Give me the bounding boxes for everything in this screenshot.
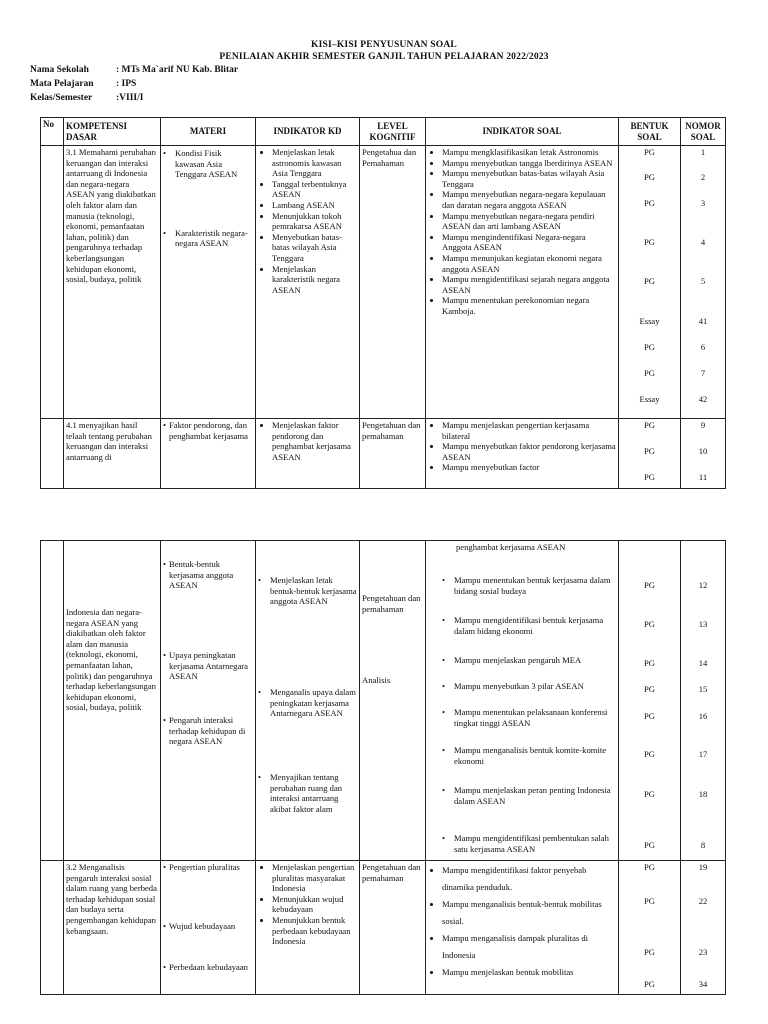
bentuk-value: PG [644, 896, 655, 906]
bentuk-value: PG [644, 658, 655, 668]
bentuk-value: PG [644, 840, 655, 850]
list-item: • Tanggal terbentuknya ASEAN [272, 179, 357, 200]
list-item: • Mampu mengklasifikasikan letak Astronomis [442, 147, 616, 158]
bentuk-value: PG [644, 947, 655, 957]
list-item: Wujud kebudayaan [169, 921, 236, 931]
list-item: Mampu mengidentifikasi bentuk kerjasama dalam bidang ekonomi [454, 615, 604, 636]
list-item: Mampu menyebutkan 3 pilar ASEAN [454, 681, 584, 691]
list-item: • Mampu menjelaskan pengertian kerjasama bilateral [442, 420, 616, 441]
grid-table-1 [40, 117, 726, 489]
nomor-value: 23 [698, 947, 708, 957]
nomor-value: 19 [698, 862, 708, 872]
bentuk-value: PG [644, 749, 655, 759]
bentuk-value: PG [644, 237, 655, 247]
soal-continued: penghambat kerjasama ASEAN [456, 542, 566, 552]
meta-class: Kelas/Semester :VIII/I [30, 93, 144, 103]
nomor-value: 7 [700, 368, 706, 378]
bentuk-value: PG [644, 619, 655, 629]
kd-text: Indonesia dan negara-negara ASEAN yang diakibatkan oleh faktor alam dan manusia (teknologi, ekonomi, pemanfaatan lahan, politik) dan pengaruhnya terhadap keberlangsungan kehidupan ekonomi, sosial, budaya, politik [66, 607, 156, 713]
no-cell [41, 146, 64, 419]
nomor-cell [681, 419, 726, 489]
indikator-kd-cell [256, 419, 360, 489]
bentuk-value: PG [644, 342, 655, 352]
indikator-soal-cell [426, 861, 619, 995]
kd-cell: 3.1 Memahami perubahan keruangan dan interaksi antarruang di Indonesia dan negara-negara ASEAN yang diakibatkan oleh faktor alam dan manusia (teknologi, ekonomi, pemanfaatan lahan, politik) dan pengaruhnya terhadap keberlangsungan kehidupan ekonomi, sosial, budaya, politik [64, 146, 161, 419]
table-row [41, 419, 726, 489]
list-item: • Mampu mengindentifikasi Negara-negara Anggota ASEAN [442, 232, 616, 253]
table-row [41, 541, 726, 861]
list-item: Mampu menjelaskan pengaruh MEA [454, 655, 582, 665]
nomor-value: 1 [700, 147, 706, 157]
nomor-value: 8 [700, 840, 706, 850]
bentuk-cell [619, 541, 681, 861]
col-materi: MATERI [161, 118, 256, 146]
meta-school: Nama Sekolah : MTs Ma`arif NU Kab. Blitar [30, 65, 239, 75]
grid-table-2 [40, 540, 726, 995]
kd-cell: 3.2 Menganalisis pengaruh interaksi sosial dalam ruang yang berbeda terhadap kehidupan sosial dan budaya serta pengembangan kehidupan kebangsaan. [64, 861, 161, 995]
list-item: Mampu mengidentifikasi pembentukan salah satu kerjasama ASEAN [454, 833, 609, 854]
no-cell [41, 541, 64, 861]
nomor-value: 42 [698, 394, 708, 404]
list-item: Menyajikan tentang perubahan ruang dan interaksi antarruang akibat faktor alam [270, 772, 343, 814]
nomor-value: 11 [698, 472, 708, 482]
indikator-soal-cell: penghambat kerjasama ASEAN • Mampu menentukan bentuk kerjasama dalam bidang sosial budaya • Mampu mengidentifikasi bentuk kerjasama dalam bidang ekonomi • Mampu menjelaskan pengaruh MEA • Mampu menyebutkan 3 pilar ASEAN • Mampu menentukan pelaksanaan konferensi tingkat tinggi ASEAN • Mampu menganalisis bentuk komite-komite ekonomi • Mampu menjelaskan peran penting Indonesia dalam ASEAN • Mampu mengidentifikasi pembentukan salah satu kerjasama ASEAN [426, 541, 619, 861]
indikator-soal-cell [426, 146, 619, 419]
materi-cell: • Kondisi Fisik kawasan Asia Tenggara ASEAN • Karakteristik negara-negara ASEAN [161, 146, 256, 419]
bentuk-value: PG [644, 198, 655, 208]
level-text: Pengetahuan dan pemahaman [362, 593, 421, 614]
bentuk-value: PG [644, 580, 655, 590]
nomor-cell [681, 861, 726, 995]
nomor-value: 9 [700, 420, 706, 430]
list-item: Menganalis upaya dalam peningkatan kerjasama Antarnegara ASEAN [270, 687, 356, 719]
nomor-value: 15 [698, 684, 708, 694]
list-item: Mampu menjelaskan peran penting Indonesia dalam ASEAN [454, 785, 611, 806]
list-item: Pengertian pluralitas [169, 862, 240, 872]
list-item: • Menunjukkan wujud kebudayaan [272, 894, 357, 915]
bentuk-value: PG [644, 979, 655, 989]
materi-cell: • Bentuk-bentuk kerjasama anggota ASEAN • Upaya peningkatan kerjasama Antarnegara ASEAN • Pengaruh interaksi terhadap kehidupan di negara ASEAN [161, 541, 256, 861]
level-text: Analisis [362, 675, 391, 685]
materi-cell: • Pengertian pluralitas • Wujud kebudayaan • Perbedaan kebudayaan [161, 861, 256, 995]
list-item: Perbedaan kebudayaan [169, 962, 248, 972]
bentuk-cell [619, 419, 681, 489]
level-cell: Pengetahua dan Pemahaman [360, 146, 426, 419]
col-nomor: NOMOR SOAL [681, 118, 726, 146]
bentuk-cell [619, 146, 681, 419]
no-cell [41, 861, 64, 995]
indikator-kd-cell: • Menjelaskan letak bentuk-bentuk kerjasama anggota ASEAN • Menganalis upaya dalam peningkatan kerjasama Antarnegara ASEAN • Menyajikan tentang perubahan ruang dan interaksi antarruang akibat faktor alam [256, 541, 360, 861]
list-item: Menjelaskan letak bentuk-bentuk kerjasama anggota ASEAN [270, 575, 357, 607]
bentuk-value: PG [644, 147, 655, 157]
bentuk-value: PG [644, 446, 655, 456]
list-item: Karakteristik negara-negara ASEAN [175, 227, 248, 249]
list-item: • Menunjukkan tokoh pemrakarsa ASEAN [272, 211, 357, 232]
nomor-value: 12 [698, 580, 708, 590]
nomor-value: 16 [698, 711, 708, 721]
list-item: Bentuk-bentuk kerjasama anggota ASEAN [169, 559, 234, 591]
doc-subtitle: PENILAIAN AKHIR SEMESTER GANJIL TAHUN PELAJARAN 2022/2023 [219, 52, 549, 62]
nomor-value: 13 [698, 619, 708, 629]
header-row [41, 118, 726, 146]
bentuk-value: PG [644, 276, 655, 286]
list-item: • Mampu menyebutkan faktor pendorong kerjasama ASEAN [442, 441, 616, 462]
list-item: • Mampu menentukan perekonomian negara Kamboja. [442, 295, 616, 316]
nomor-value: 5 [700, 276, 706, 286]
bentuk-value: PG [644, 368, 655, 378]
list-item: Pengaruh interaksi terhadap kehidupan di negara ASEAN [169, 715, 246, 747]
nomor-value: 17 [698, 749, 708, 759]
list-item: • Mampu menyebutkan factor [442, 462, 616, 473]
kd-cell: 4.1 menyajikan hasil telaah tentang perubahan keruangan dan interaksi antarruang di [64, 419, 161, 489]
bentuk-value: PG [644, 711, 655, 721]
list-item: Kondisi Fisik kawasan Asia Tenggara ASEAN [175, 148, 238, 180]
list-item: • Mampu mengidentifikasi faktor penyebab dinamika penduduk. [442, 862, 616, 896]
bentuk-value: Essay [639, 394, 660, 404]
list-item: • Lambang ASEAN [272, 200, 357, 211]
bentuk-cell [619, 861, 681, 995]
list-item: • Mampu menganalisis bentuk-bentuk mobilitas sosial. [442, 896, 616, 930]
nomor-value: 14 [698, 658, 708, 668]
nomor-value: 22 [698, 896, 708, 906]
list-item: • Menjelaskan faktor pendorong dan penghambat kerjasama ASEAN [272, 420, 357, 462]
nomor-cell [681, 541, 726, 861]
bentuk-value: Essay [639, 316, 660, 326]
list-item: • Menjelaskan karakteristik negara ASEAN [272, 264, 357, 296]
indikator-soal-cell [426, 419, 619, 489]
col-bentuk: BENTUK SOAL [619, 118, 681, 146]
nomor-value: 18 [698, 789, 708, 799]
list-item: • Menyebutkan batas-batas wilayah Asia Tenggara [272, 232, 357, 264]
indikator-kd-cell [256, 146, 360, 419]
nomor-value: 34 [698, 979, 708, 989]
bentuk-value: PG [644, 420, 655, 430]
nomor-value: 4 [700, 237, 706, 247]
col-level: LEVEL KOGNITIF [360, 118, 426, 146]
level-cell: Pengetahuan dan pemahaman [360, 419, 426, 489]
nomor-value: 2 [700, 172, 706, 182]
list-item: • Mampu menyebutkan batas-batas wilayah Asia Tenggara [442, 168, 616, 189]
list-item: • Mampu menganalisis dampak pluralitas di Indonesia [442, 930, 616, 964]
bentuk-value: PG [644, 172, 655, 182]
meta-subject: Mata Pelajaran : IPS [30, 79, 137, 89]
list-item: • Mampu menyebutkan negara-negara pendiri ASEAN dan arti lambang ASEAN [442, 211, 616, 232]
materi-cell: • Faktor pendorong, dan penghambat kerjasama [161, 419, 256, 489]
nomor-value: 6 [700, 342, 706, 352]
list-item: • Mampu menunjukan kegiatan ekonomi negara anggota ASEAN [442, 253, 616, 274]
list-item: • Mampu menyebutkan tangga lberdirinya ASEAN [442, 158, 616, 169]
indikator-kd-cell [256, 861, 360, 995]
list-item: • Mampu mengidentifikasi sejarah negara anggota ASEAN [442, 274, 616, 295]
list-item: • Menjelaskan pengertian pluralitas masyarakat Indonesia [272, 862, 357, 894]
level-cell [360, 541, 426, 861]
list-item: • Mampu menjelaskan bentuk mobilitas [442, 964, 616, 981]
list-item: Mampu menentukan pelaksanaan konferensi tingkat tinggi ASEAN [454, 707, 608, 728]
list-item: Mampu menganalisis bentuk komite-komite ekonomi [454, 745, 607, 766]
bentuk-value: PG [644, 472, 655, 482]
list-item: • Menunjukkan bentuk perbedaan kebudayaan Indonesia [272, 915, 357, 947]
col-indikator-kd: INDIKATOR KD [256, 118, 360, 146]
col-no: No [41, 118, 64, 146]
table-row [41, 861, 726, 995]
col-indikator-soal: INDIKATOR SOAL [426, 118, 619, 146]
col-kd: KOMPETENSI DASAR [64, 118, 161, 146]
kd-cell [64, 541, 161, 861]
nomor-value: 41 [698, 316, 708, 326]
bentuk-value: PG [644, 789, 655, 799]
list-item: Mampu menentukan bentuk kerjasama dalam bidang sosial budaya [454, 575, 611, 596]
no-cell [41, 419, 64, 489]
list-item: Faktor pendorong, dan penghambat kerjasama [169, 420, 248, 441]
nomor-value: 3 [700, 198, 706, 208]
list-item: Upaya peningkatan kerjasama Antarnegara ASEAN [169, 650, 248, 682]
level-cell: Pengetahuan dan pemahaman [360, 861, 426, 995]
bentuk-value: PG [644, 684, 655, 694]
list-item: • Menjelaskan letak astronomis kawasan Asia Tenggara [272, 147, 357, 179]
bentuk-value: PG [644, 862, 655, 872]
doc-title: KISI–KISI PENYUSUNAN SOAL [311, 40, 457, 50]
nomor-cell [681, 146, 726, 419]
list-item: • Mampu menyebutkan negara-negara kepulauan dan daratan negara anggota ASEAN [442, 189, 616, 210]
table-row [41, 146, 726, 419]
nomor-value: 10 [698, 446, 708, 456]
